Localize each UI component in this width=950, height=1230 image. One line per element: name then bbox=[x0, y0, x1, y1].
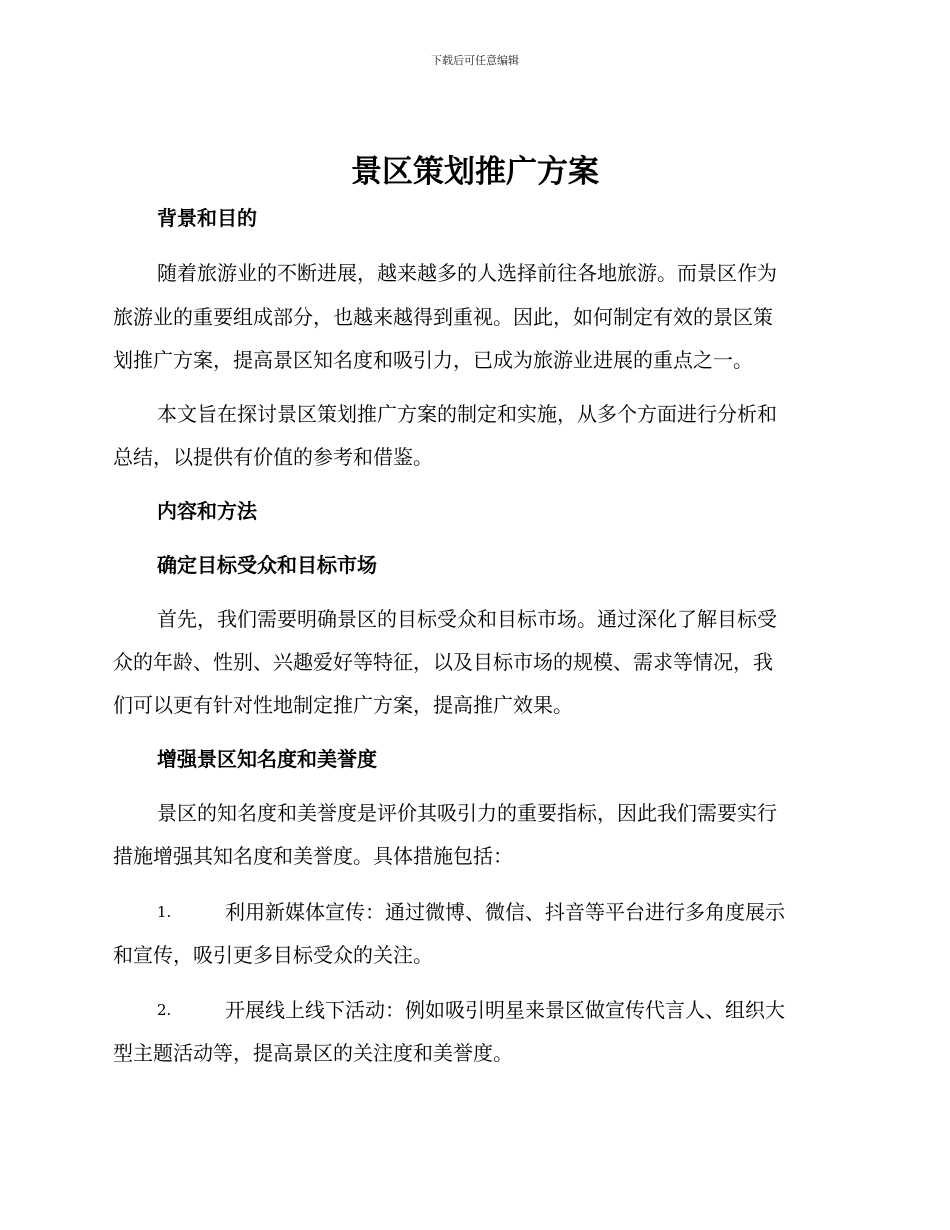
paragraph-line: 划推广方案，提高景区知名度和吸引力，已成为旅游业进展的重点之一。 bbox=[113, 348, 753, 372]
paragraph-line: 措施增强其知名度和美誉度。具体措施包括： bbox=[113, 844, 513, 868]
paragraph-line: 本文旨在探讨景区策划推广方案的制定和实施，从多个方面进行分析和 bbox=[157, 402, 777, 426]
page-header: 下载后可任意编辑 bbox=[431, 54, 519, 67]
paragraph-line: 们可以更有针对性地制定推广方案，提高推广效果。 bbox=[113, 693, 573, 717]
paragraph-line: 旅游业的重要组成部分，也越来越得到重视。因此，如何制定有效的景区策 bbox=[113, 305, 773, 329]
subsection-heading-reputation: 增强景区知名度和美誉度 bbox=[157, 747, 377, 771]
paragraph-line: 总结，以提供有价值的参考和借鉴。 bbox=[113, 445, 433, 469]
list-item-marker: 2. bbox=[157, 1001, 172, 1019]
paragraph-line: 景区的知名度和美誉度是评价其吸引力的重要指标，因此我们需要实行 bbox=[157, 801, 777, 825]
paragraph-line: 众的年龄、性别、兴趣爱好等特征，以及目标市场的规模、需求等情况，我 bbox=[113, 650, 773, 674]
paragraph-line: 首先，我们需要明确景区的目标受众和目标市场。通过深化了解目标受 bbox=[157, 607, 777, 631]
paragraph-line: 随着旅游业的不断进展，越来越多的人选择前往各地旅游。而景区作为 bbox=[157, 261, 777, 285]
document-title: 景区策划推广方案 bbox=[351, 154, 599, 190]
section-heading-content: 内容和方法 bbox=[157, 499, 257, 523]
list-item-line: 型主题活动等，提高景区的关注度和美誉度。 bbox=[113, 1041, 513, 1065]
section-heading-background: 背景和目的 bbox=[157, 206, 257, 230]
list-item-line: 开展线上线下活动：例如吸引明星来景区做宣传代言人、组织大 bbox=[225, 998, 785, 1022]
list-item-line: 和宣传，吸引更多目标受众的关注。 bbox=[113, 943, 433, 967]
list-item-marker: 1. bbox=[157, 903, 172, 921]
list-item-line: 利用新媒体宣传：通过微博、微信、抖音等平台进行多角度展示 bbox=[225, 900, 785, 924]
subsection-heading-target: 确定目标受众和目标市场 bbox=[157, 553, 377, 577]
